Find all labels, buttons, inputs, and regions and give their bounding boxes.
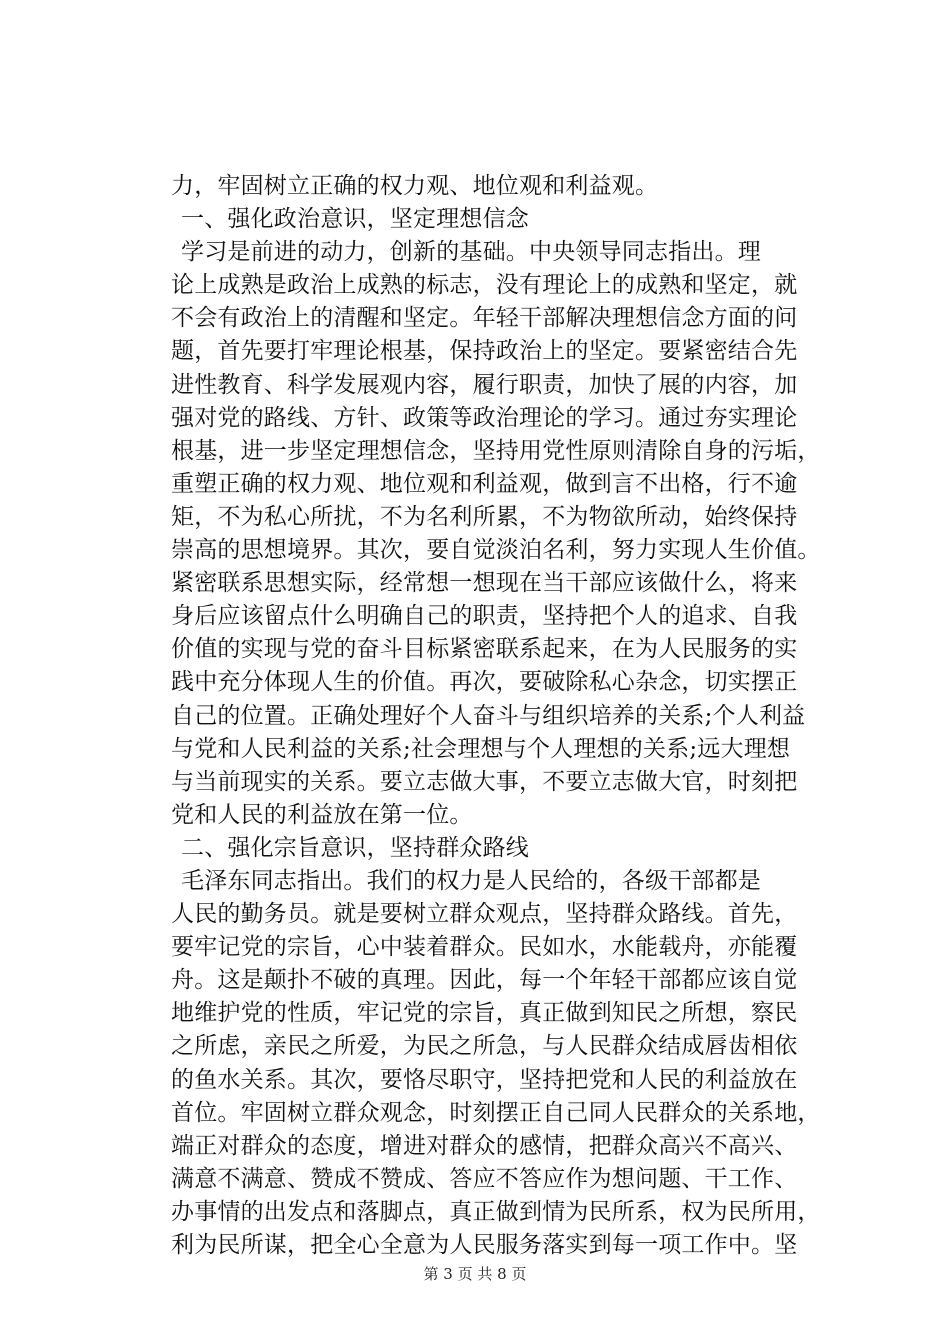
section-heading: 二、强化宗旨意识，坚持群众路线	[181, 834, 529, 861]
text-line: 利为民所谋，把全心全意为人民服务落实到每一项工作中。坚	[171, 1232, 798, 1258]
paragraph-first-line: 毛泽东同志指出。我们的权力是人民给的，各级干部都是	[181, 867, 761, 894]
text-line: 人民的勤务员。就是要树立群众观点，坚持群众路线。首先，	[171, 901, 798, 928]
document-body	[171, 170, 831, 1262]
text-line: 论上成熟是政治上成熟的标志，没有理论上的成熟和坚定，就	[171, 272, 798, 299]
text-line: 不会有政治上的清醒和坚定。年轻干部解决理想信念方面的问	[171, 305, 798, 332]
text-line: 之所虑，亲民之所爱，为民之所急，与人民群众结成唇齿相依	[171, 1033, 798, 1060]
text-line: 进性教育、科学发展观内容，履行职责，加快了展的内容，加	[171, 371, 798, 398]
text-line: 身后应该留点什么明确自己的职责，坚持把个人的追求、自我	[171, 603, 798, 630]
text-line: 根基，进一步坚定理想信念，坚持用党性原则清除自身的污垢，	[171, 437, 821, 464]
paragraph-first-line: 学习是前进的动力，创新的基础。中央领导同志指出。理	[181, 239, 761, 266]
text-line: 舟。这是颠扑不破的真理。因此，每一个年轻干部都应该自觉	[171, 967, 798, 994]
text-line: 端正对群众的态度，增进对群众的感情，把群众高兴不高兴、	[171, 1132, 798, 1159]
text-line: 崇高的思想境界。其次，要自觉淡泊名利，努力实现人生价值。	[171, 537, 821, 564]
page-number-footer: 第 3 页 共 8 页	[423, 1265, 527, 1283]
text-line: 首位。牢固树立群众观念，时刻摆正自己同人民群众的关系地，	[171, 1099, 821, 1126]
text-line: 党和人民的利益放在第一位。	[171, 801, 473, 828]
text-line: 强对党的路线、方针、政策等政治理论的学习。通过夯实理论	[171, 404, 798, 431]
text-line: 地维护党的性质，牢记党的宗旨，真正做到知民之所想，察民	[171, 1000, 798, 1027]
text-line: 与当前现实的关系。要立志做大事，不要立志做大官，时刻把	[171, 768, 798, 795]
text-line: 的鱼水关系。其次，要恪尽职守，坚持把党和人民的利益放在	[171, 1066, 798, 1093]
text-line: 重塑正确的权力观、地位观和利益观，做到言不出格，行不逾	[171, 470, 798, 497]
text-line: 价值的实现与党的奋斗目标紧密联系起来，在为人民服务的实	[171, 636, 798, 663]
text-line: 办事情的出发点和落脚点，真正做到情为民所系，权为民所用，	[171, 1198, 821, 1225]
text-line: 题，首先要打牢理论根基，保持政治上的坚定。要紧密结合先	[171, 338, 798, 365]
section-heading: 一、强化政治意识，坚定理想信念	[181, 206, 529, 233]
text-line: 与党和人民利益的关系;社会理想与个人理想的关系;远大理想	[171, 735, 791, 762]
text-line: 满意不满意、赞成不赞成、答应不答应作为想问题、干工作、	[171, 1165, 798, 1192]
text-line: 力，牢固树立正确的权力观、地位观和利益观。	[171, 173, 659, 199]
text-line: 自己的位置。正确处理好个人奋斗与组织培养的关系;个人利益	[171, 702, 806, 729]
text-line: 践中充分体现人生的价值。再次，要破除私心杂念，切实摆正	[171, 669, 798, 696]
text-line: 矩，不为私心所扰，不为名利所累，不为物欲所动，始终保持	[171, 503, 798, 530]
text-line: 紧密联系思想实际，经常想一想现在当干部应该做什么，将来	[171, 570, 798, 597]
text-line: 要牢记党的宗旨，心中装着群众。民如水，水能载舟，亦能覆	[171, 934, 798, 961]
